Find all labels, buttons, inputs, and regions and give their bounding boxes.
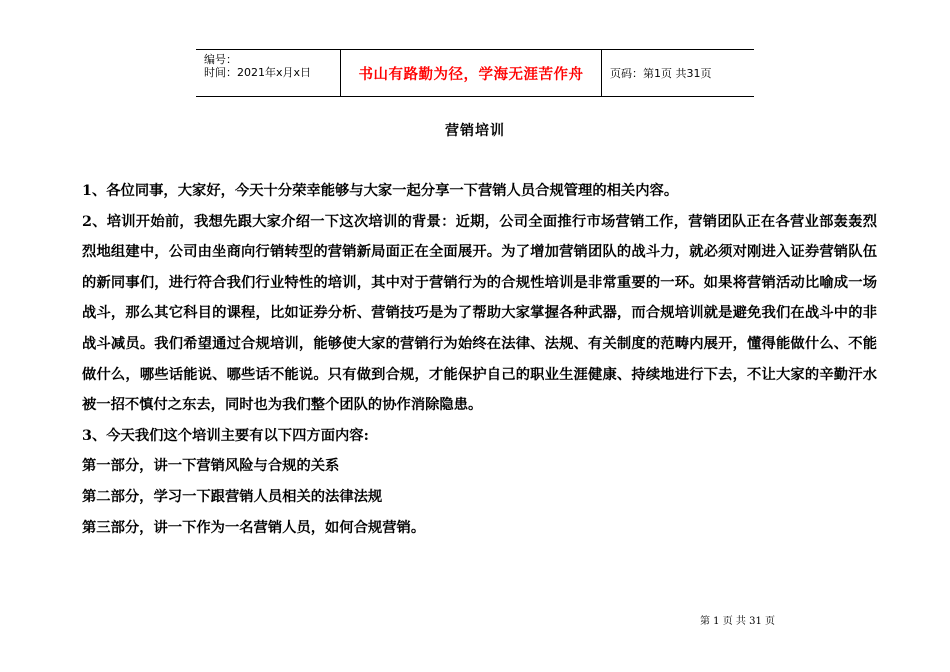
paragraph-part-three: 第三部分，讲一下作为一名营销人员，如何合规营销。	[82, 519, 426, 536]
paragraph-background: 2、培训开始前，我想先跟大家介绍一下这次培训的背景：近期，公司全面推行市场营销工作，营销团队正在各营业部轰轰烈烈地组建中，公司由坐商向行销转型的营销新局面正在全面展开。为了增加营销团队的战斗力，就必须对刚进入证券营销队伍的新同事们，进行符合我们行业特性的培训，其中对于营销行为的合规性培训是非常重要的一环。如果将营销活动比喻成一场战斗，那么其它科目的课程，比如证券分析、营销技巧是为了帮助大家掌握各种武器，而合规培训就是避免我们在战斗中的非战斗减员。我们希望通过合规培训，能够使大家的营销行为始终在法律、法规、有关制度的范畴内展开，懂得能做什么、不能做什么，哪些话能说、哪些话不能说。只有做到合规，才能保护自己的职业生涯健康、持续地进行下去，不让大家的辛勤汗水被一招不慎付之东去，同时也为我们整个团队的协作消除隐患。	[82, 213, 877, 414]
paragraph-outline-intro: 3、今天我们这个培训主要有以下四方面内容:	[82, 427, 369, 444]
header-meta-cell	[196, 50, 340, 96]
header-page-code: 页码：第1页 共31页	[610, 67, 712, 80]
header-motto: 书山有路勤为径，学海无涯苦作舟	[358, 65, 584, 83]
header-page-code-cell	[602, 50, 754, 96]
paragraph-greeting: 1、各位同事，大家好，今天十分荣幸能够与大家一起分享一下营销人员合规管理的相关内容。	[82, 183, 679, 199]
header-motto-cell	[340, 50, 602, 96]
paragraph-part-one: 第一部分，讲一下营销风险与合规的关系	[82, 458, 340, 475]
paragraph-part-two: 第二部分，学习一下跟营销人员相关的法律法规	[82, 488, 383, 505]
document-header-table	[196, 49, 754, 97]
document-title: 营销培训	[445, 123, 505, 139]
document-time-label: 时间：2021年x月x日	[204, 66, 312, 79]
footer-page-indicator: 第 1 页 共 31 页	[700, 616, 775, 627]
document-number-label: 编号：	[204, 53, 237, 66]
document-body	[82, 176, 877, 543]
